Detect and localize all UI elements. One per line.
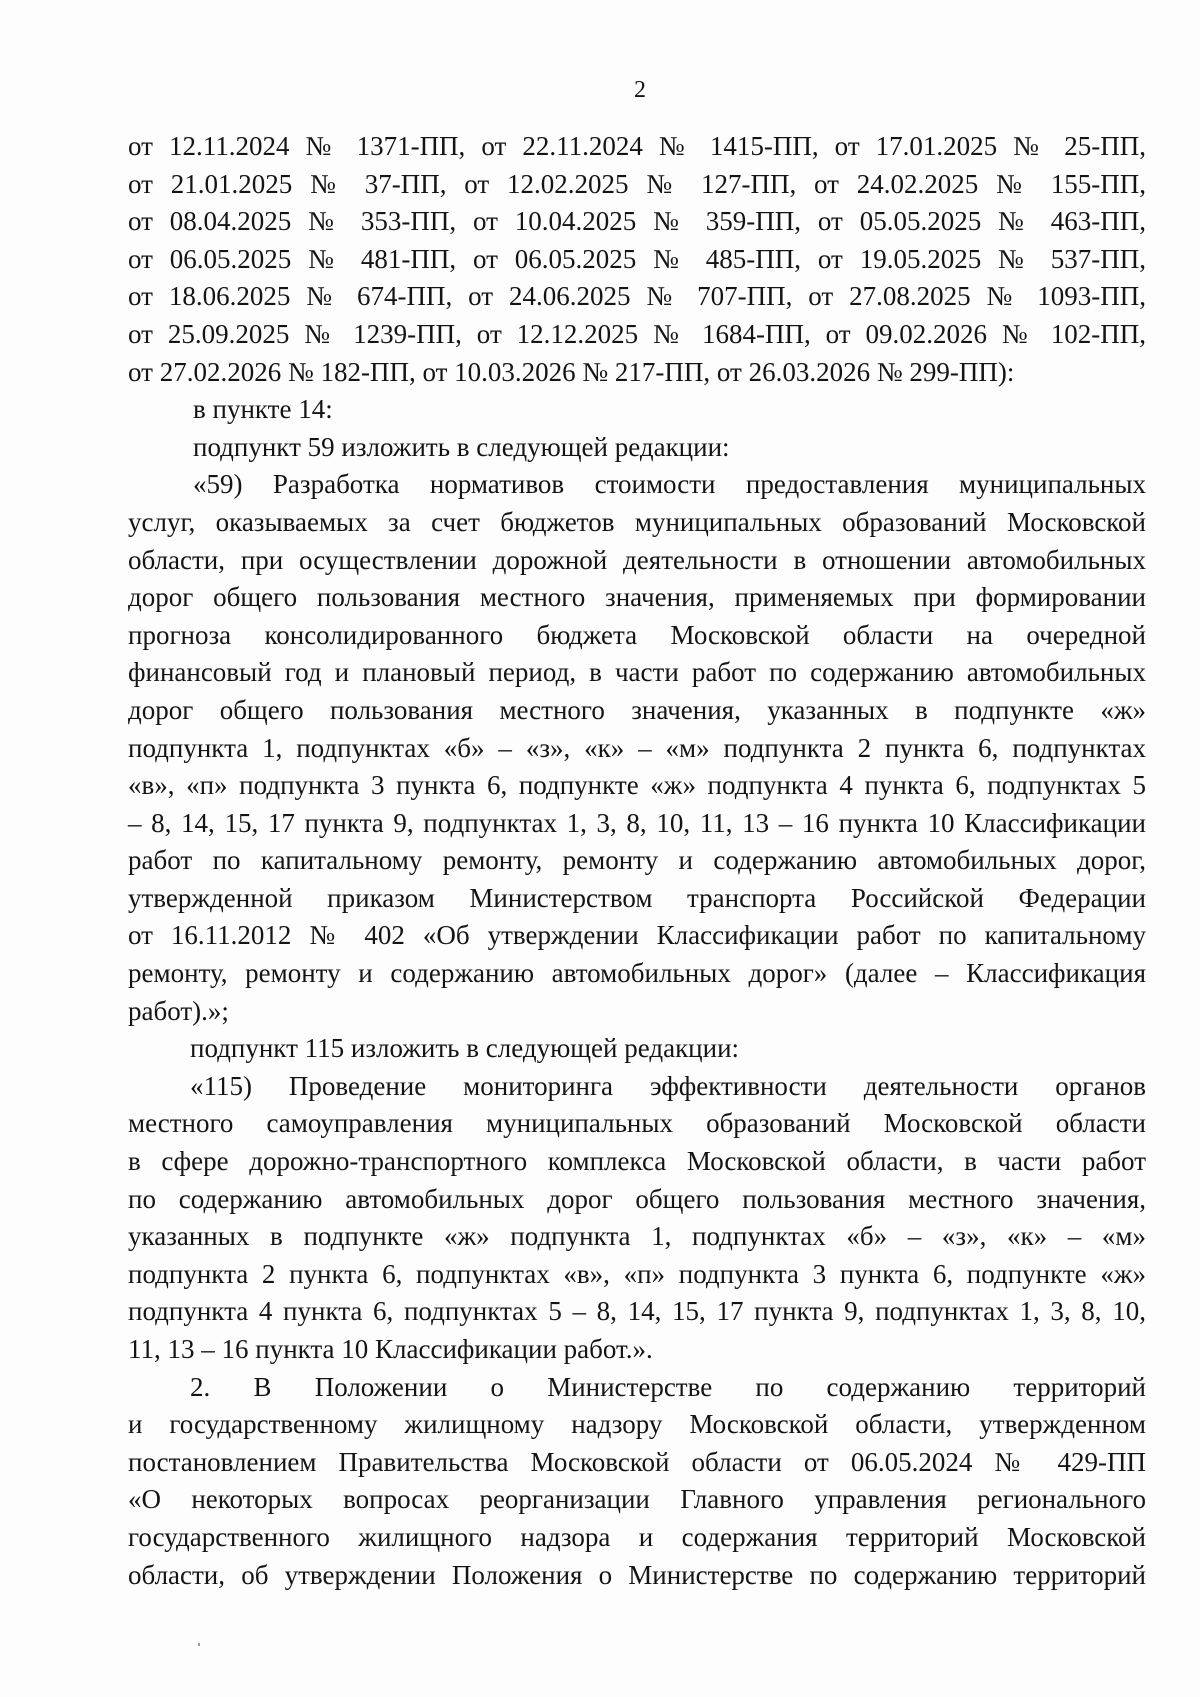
reference-line: от 06.05.2025 № 481-ПП, от 06.05.2025 № 485-ПП, от 19.05.2025 № 537-ПП,: [128, 243, 1146, 274]
paragraph-line: 11, 13 – 16 пункта 10 Классификации работ.».: [128, 1334, 653, 1364]
paragraph-line: дорог общего пользования местного значения, указанных в подпункте «ж»: [128, 694, 1146, 725]
paragraph-line: государственного жилищного надзора и содержания территорий Московской: [128, 1521, 1146, 1552]
subpoint-59-intro: подпункт 59 изложить в следующей редакции:: [193, 431, 730, 462]
paragraph-line: области, об утверждении Положения о Министерстве по содержанию территорий: [128, 1559, 1146, 1590]
paragraph-line: «115) Проведение мониторинга эффективности деятельности органов: [190, 1070, 1146, 1101]
paragraph-line: указанных в подпункте «ж» подпункта 1, подпунктах «б» – «з», «к» – «м»: [128, 1221, 1146, 1252]
paragraph-line: «59) Разработка нормативов стоимости предоставления муниципальных: [193, 469, 1146, 500]
amendment-references: [128, 128, 1146, 391]
paragraph-line: ремонту, ремонту и содержанию автомобильных дорог» (далее – Классификация: [128, 958, 1146, 989]
paragraph-line: «в», «п» подпункта 3 пункта 6, подпункте «ж» подпункта 4 пункта 6, подпунктах 5: [128, 770, 1146, 801]
reference-line: от 12.11.2024 № 1371-ПП, от 22.11.2024 № 1415-ПП, от 17.01.2025 № 25-ПП,: [128, 131, 1146, 161]
paragraph-line: и государственному жилищному надзору Московской области, утвержденном: [128, 1409, 1146, 1440]
paragraph-line: подпункта 1, подпунктах «б» – «з», «к» – «м» подпункта 2 пункта 6, подпунктах: [128, 732, 1146, 763]
reference-line: от 18.06.2025 № 674-ПП, от 24.06.2025 № 707-ПП, от 27.08.2025 № 1093-ПП,: [128, 281, 1146, 312]
paragraph-line: в сфере дорожно-транспортного комплекса Московской области, в части работ: [128, 1146, 1146, 1177]
paragraph-line: финансовый год и плановый период, в части работ по содержанию автомобильных: [128, 657, 1146, 688]
paragraph-line: услуг, оказываемых за счет бюджетов муниципальных образований Московской: [128, 506, 1146, 537]
paragraph-line: работ).»;: [128, 995, 229, 1026]
paragraph-line: 2. В Положении о Министерстве по содержанию территорий: [190, 1371, 1146, 1402]
paragraph-line: по содержанию автомобильных дорог общего пользования местного значения,: [128, 1183, 1146, 1214]
subpoint-115-text: [128, 1068, 1146, 1369]
section-2-text: [128, 1369, 1146, 1595]
reference-line: от 25.09.2025 № 1239-ПП, от 12.12.2025 № 1684-ПП, от 09.02.2026 № 102-ПП,: [128, 318, 1146, 349]
reference-line: от 27.02.2026 № 182-ПП, от 10.03.2026 № 217-ПП, от 26.03.2026 № 299-ПП):: [128, 356, 1015, 387]
document-body: [128, 128, 1146, 1594]
paragraph-line: прогноза консолидированного бюджета Московской области на очередной: [128, 619, 1146, 650]
point-14-heading: в пункте 14:: [193, 394, 333, 425]
paragraph-line: подпункта 4 пункта 6, подпунктах 5 – 8, 14, 15, 17 пункта 9, подпунктах 1, 3, 8, 10,: [128, 1296, 1146, 1327]
paragraph-line: «О некоторых вопросах реорганизации Главного управления регионального: [128, 1484, 1146, 1515]
paragraph-line: местного самоуправления муниципальных образований Московской области: [128, 1108, 1146, 1139]
page-number: 2: [634, 77, 646, 103]
paragraph-line: области, при осуществлении дорожной деятельности в отношении автомобильных: [128, 544, 1146, 575]
paragraph-line: работ по капитальному ремонту, ремонту и содержанию автомобильных дорог,: [128, 845, 1146, 876]
subpoint-115-intro: подпункт 115 изложить в следующей редакции:: [190, 1033, 740, 1064]
scan-speck: [198, 1643, 200, 1646]
paragraph-line: постановлением Правительства Московской области от 06.05.2024 № 429-ПП: [128, 1446, 1146, 1477]
subpoint-59-text: [128, 466, 1146, 1030]
reference-line: от 21.01.2025 № 37-ПП, от 12.02.2025 № 127-ПП, от 24.02.2025 № 155-ПП,: [128, 168, 1146, 199]
paragraph-line: дорог общего пользования местного значения, применяемых при формировании: [128, 582, 1146, 613]
paragraph-line: утвержденной приказом Министерством транспорта Российской Федерации: [128, 882, 1146, 913]
reference-line: от 08.04.2025 № 353-ПП, от 10.04.2025 № 359-ПП, от 05.05.2025 № 463-ПП,: [128, 206, 1146, 237]
paragraph-line: от 16.11.2012 № 402 «Об утверждении Классификации работ по капитальному: [128, 920, 1146, 951]
paragraph-line: подпункта 2 пункта 6, подпунктах «в», «п» подпункта 3 пункта 6, подпункте «ж»: [128, 1258, 1146, 1289]
paragraph-line: – 8, 14, 15, 17 пункта 9, подпунктах 1, 3, 8, 10, 11, 13 – 16 пункта 10 Классификации: [128, 807, 1146, 838]
